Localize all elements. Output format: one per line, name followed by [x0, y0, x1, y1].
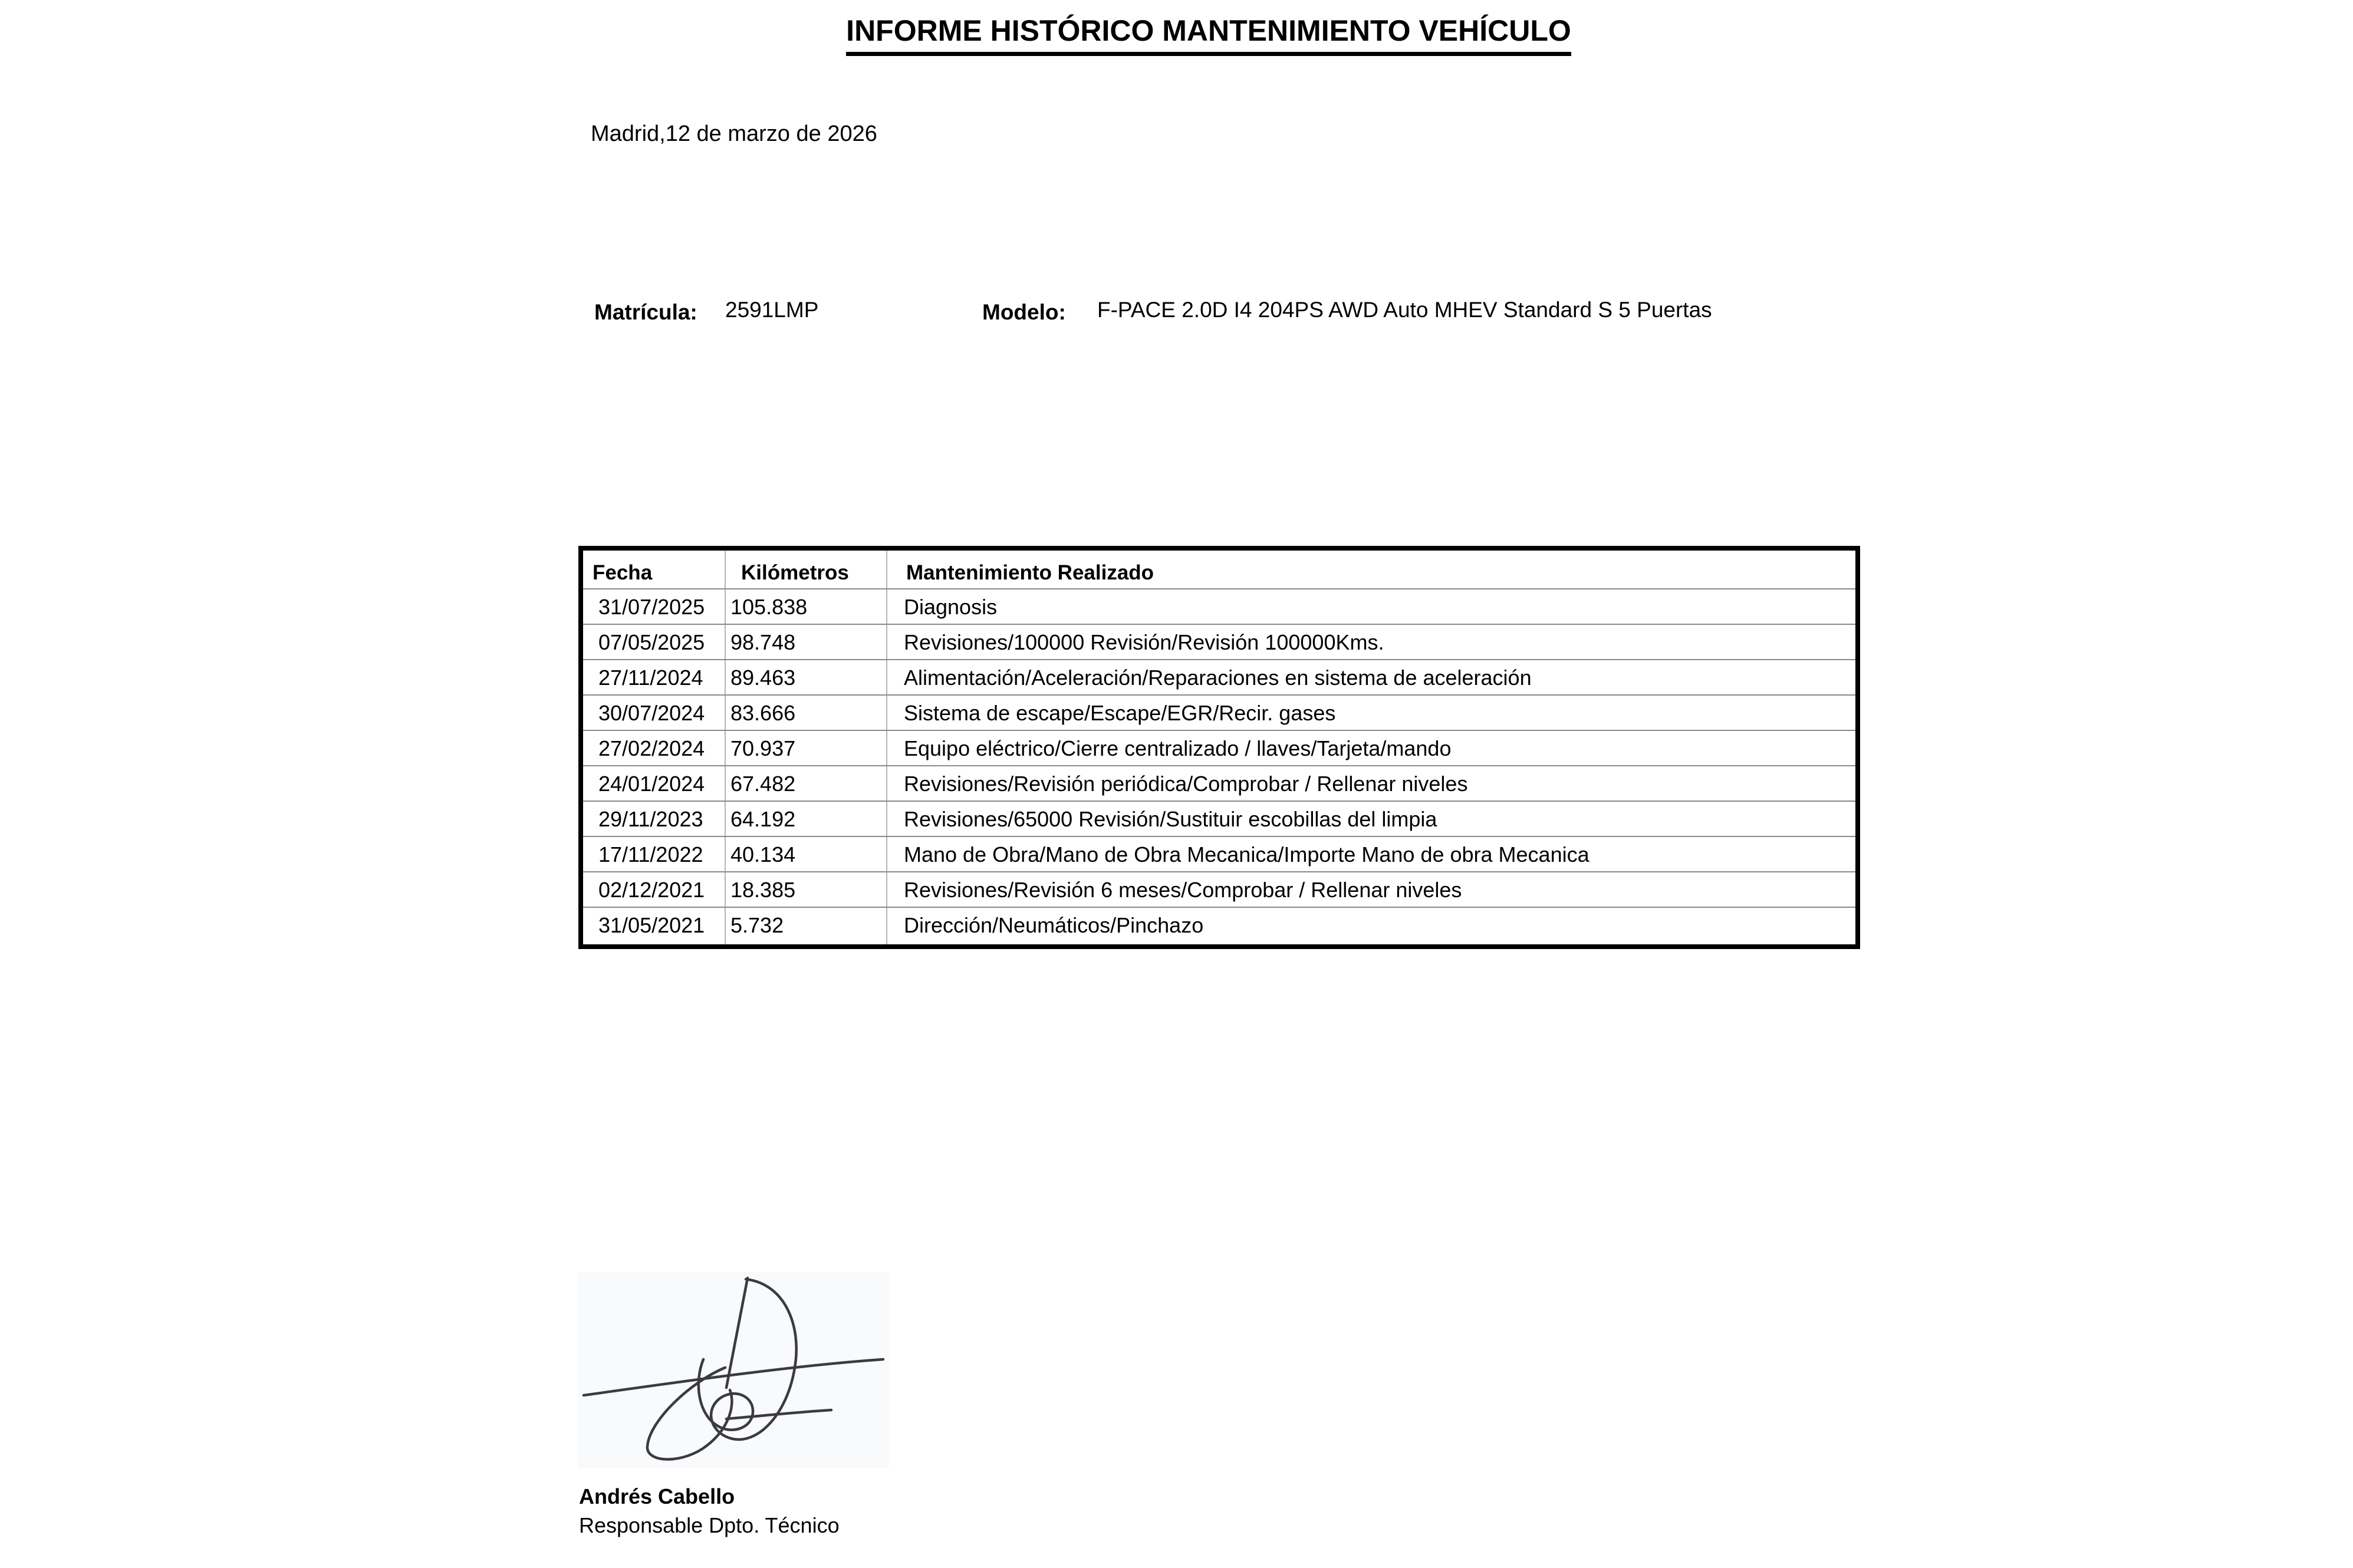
row-maintenance: Revisiones/65000 Revisión/Sustituir escobillas del limpia [904, 807, 1437, 831]
table-row [583, 802, 1855, 837]
row-maintenance: Revisiones/100000 Revisión/Revisión 100000Kms. [904, 630, 1384, 654]
row-maintenance: Mano de Obra/Mano de Obra Mecanica/Importe Mano de obra Mecanica [904, 842, 1589, 867]
row-date: 02/12/2021 [583, 872, 726, 907]
row-date: 17/11/2022 [583, 837, 726, 871]
table-row [583, 696, 1855, 731]
table-header-row [583, 551, 1855, 589]
table-row [583, 837, 1855, 872]
modelo-value: F-PACE 2.0D I4 204PS AWD Auto MHEV Standard S 5 Puertas [1097, 298, 1712, 322]
signer-role: Responsable Dpto. Técnico [579, 1513, 840, 1537]
row-kilometers: 98.748 [726, 625, 887, 659]
signature-image [578, 1272, 889, 1468]
row-kilometers: 40.134 [726, 837, 887, 871]
column-header-fecha: Fecha [583, 551, 726, 588]
row-maintenance: Alimentación/Aceleración/Reparaciones en sistema de aceleración [904, 666, 1532, 690]
row-date: 07/05/2025 [583, 625, 726, 659]
row-date: 27/02/2024 [583, 731, 726, 765]
row-date: 24/01/2024 [583, 766, 726, 801]
table-row [583, 660, 1855, 696]
row-date: 30/07/2024 [583, 696, 726, 730]
title-wrap [531, 14, 1887, 56]
table-row [583, 731, 1855, 766]
document-title: INFORME HISTÓRICO MANTENIMIENTO VEHÍCULO [846, 14, 1571, 56]
row-maintenance: Revisiones/Revisión 6 meses/Comprobar / Rellenar niveles [904, 878, 1462, 902]
matricula-label: Matrícula: [594, 300, 697, 324]
row-kilometers: 18.385 [726, 872, 887, 907]
modelo-label: Modelo: [982, 300, 1066, 324]
row-kilometers: 67.482 [726, 766, 887, 801]
row-kilometers: 5.732 [726, 908, 887, 944]
row-kilometers: 64.192 [726, 802, 887, 836]
row-date: 31/05/2021 [583, 908, 726, 944]
row-kilometers: 83.666 [726, 696, 887, 730]
row-kilometers: 89.463 [726, 660, 887, 694]
row-maintenance: Sistema de escape/Escape/EGR/Recir. gases [904, 701, 1336, 725]
signer-name: Andrés Cabello [579, 1484, 735, 1508]
table-row [583, 766, 1855, 802]
table-row [583, 908, 1855, 944]
row-kilometers: 70.937 [726, 731, 887, 765]
table-body [583, 589, 1855, 944]
matricula-value: 2591LMP [725, 298, 819, 322]
column-header-mantenimiento: Mantenimiento Realizado [906, 561, 1154, 584]
row-maintenance: Equipo eléctrico/Cierre centralizado / llaves/Tarjeta/mando [904, 736, 1452, 760]
maintenance-table [578, 546, 1860, 949]
table-row [583, 625, 1855, 660]
row-kilometers: 105.838 [726, 589, 887, 624]
signature-scribble [578, 1272, 889, 1468]
column-header-kilometros: Kilómetros [726, 551, 887, 588]
table-row [583, 872, 1855, 908]
row-maintenance: Revisiones/Revisión periódica/Comprobar / Rellenar niveles [904, 772, 1468, 796]
date-line: Madrid,12 de marzo de 2026 [591, 121, 877, 146]
row-maintenance: Diagnosis [904, 595, 998, 619]
row-date: 31/07/2025 [583, 589, 726, 624]
row-maintenance: Dirección/Neumáticos/Pinchazo [904, 913, 1204, 937]
row-date: 27/11/2024 [583, 660, 726, 694]
row-date: 29/11/2023 [583, 802, 726, 836]
table-row [583, 589, 1855, 625]
